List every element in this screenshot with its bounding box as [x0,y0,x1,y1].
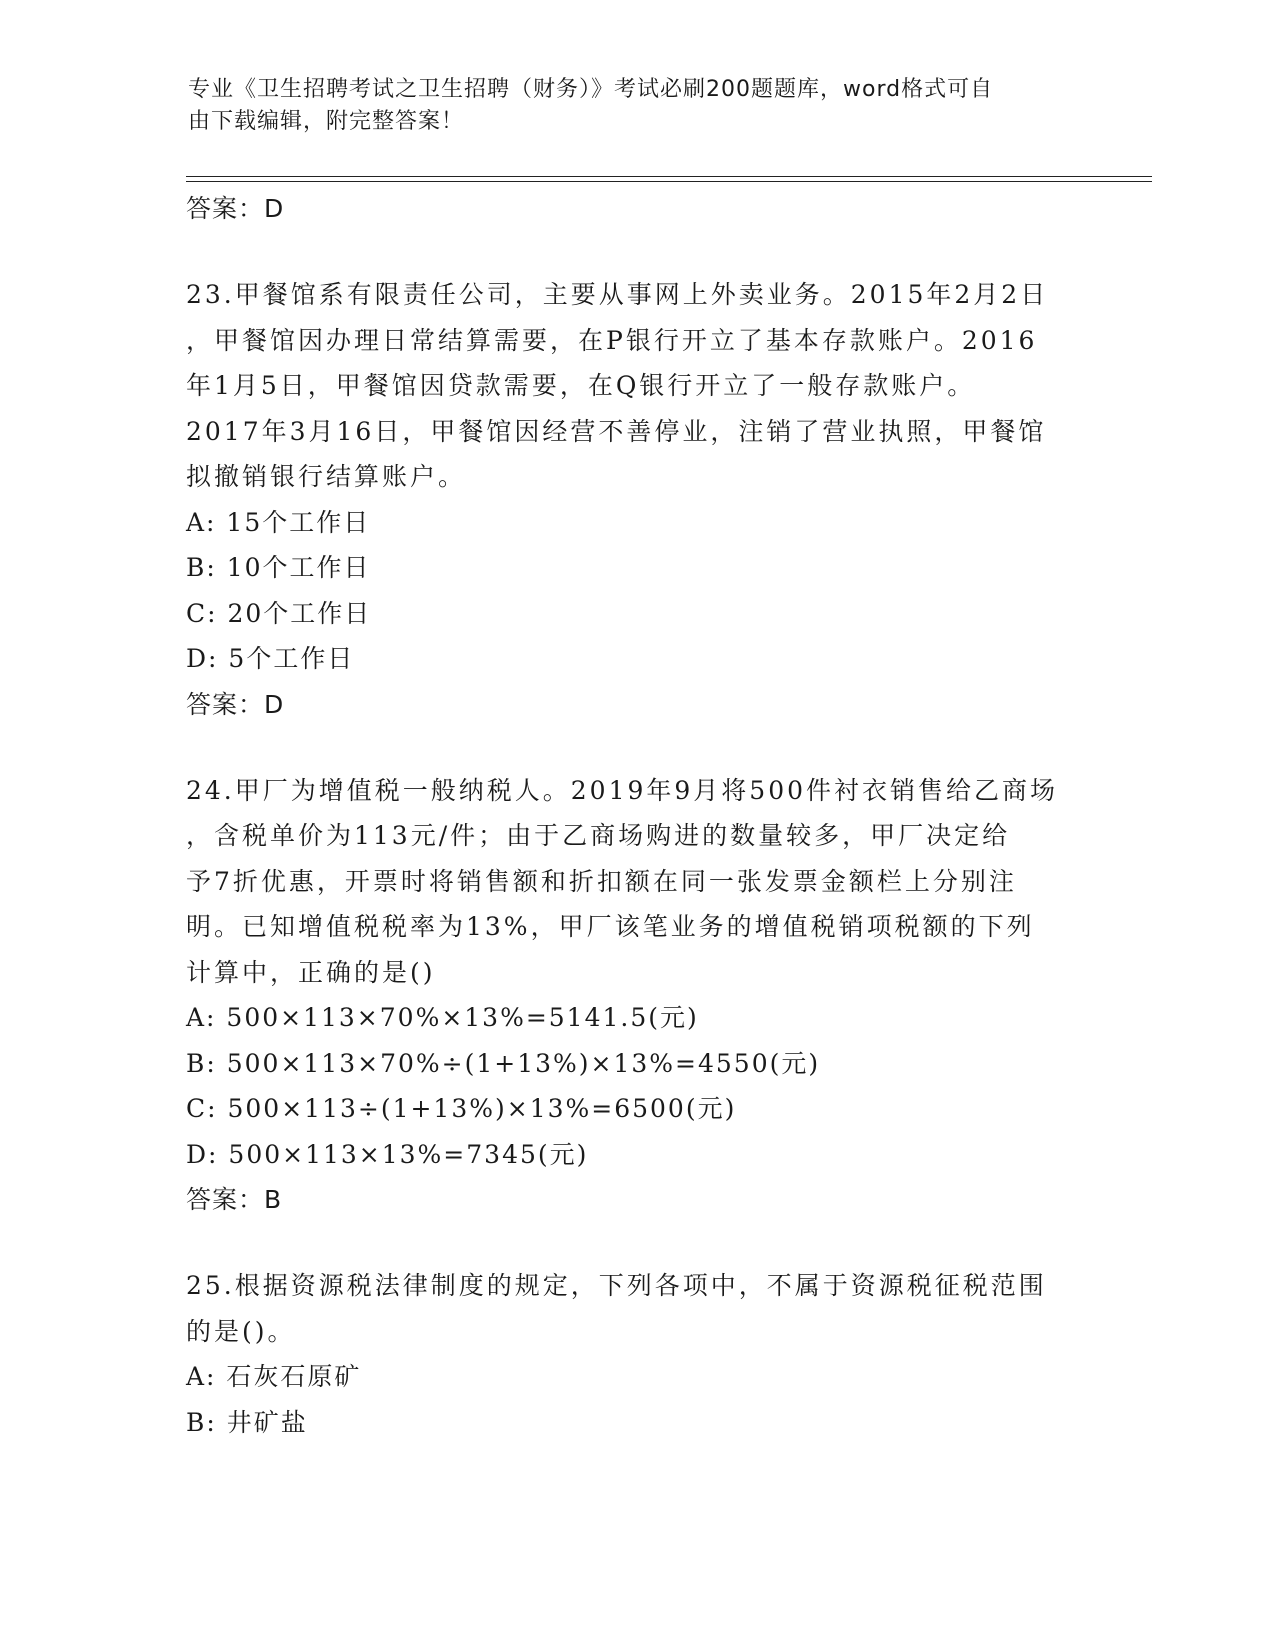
option-a: A: 500×113×70%×13%=5141.5(元) [186,1003,699,1032]
question-line: 的是()。 [186,1316,296,1346]
answer-line: 答案：B [186,1185,283,1214]
question-line: 明。已知增值税税率为13%，甲厂该笔业务的增值税销项税额的下列 [186,912,1035,941]
question-line: 2017年3月16日，甲餐馆因经营不善停业，注销了营业执照，甲餐馆 [186,416,1047,446]
option-c: C: 20个工作日 [186,598,372,628]
answer-line: 答案：D [186,689,285,719]
question-line: 25.根据资源税法律制度的规定，下列各项中，不属于资源税征税范围 [186,1271,1047,1300]
spacer [186,232,1086,272]
question-line: 拟撤销银行结算账户。 [186,462,467,491]
option-d: D: 500×113×13%=7345(元) [186,1139,589,1169]
header-divider-top [186,176,1152,177]
question-text [186,1263,1086,1354]
option-b: B: 井矿盐 [186,1407,308,1437]
option-d: D: 5个工作日 [186,644,355,673]
option-a: A: 15个工作日 [186,507,371,537]
question-line: ，含税单价为113元/件；由于乙商场购进的数量较多，甲厂决定给 [186,821,1011,850]
option-b: B: 10个工作日 [186,553,371,582]
header-line: 专业《卫生招聘考试之卫生招聘（财务）》考试必刷200题题库，word格式可自 [188,77,994,102]
question-line: ，甲餐馆因办理日常结算需要，在P银行开立了基本存款账户。2016 [186,325,1038,355]
question-25 [186,1263,1086,1445]
question-line: 予7折优惠，开票时将销售额和折扣额在同一张发票金额栏上分别注 [186,866,1017,896]
page-header [188,74,1088,138]
question-text [186,272,1086,500]
header-divider-bottom [186,181,1152,182]
question-line: 年1月5日，甲餐馆因贷款需要，在Q银行开立了一般存款账户。 [186,371,976,400]
option-a: A: 石灰石原矿 [186,1362,362,1391]
question-24 [186,768,1086,1224]
option-b: B: 500×113×70%÷(1+13%)×13%=4550(元) [186,1048,821,1078]
document-body [186,186,1086,1445]
question-line: 计算中，正确的是() [186,957,436,987]
header-line: 由下载编辑，附完整答案！ [188,109,465,134]
answer-line: 答案：D [186,194,285,223]
question-line: 23.甲餐馆系有限责任公司，主要从事网上外卖业务。2015年2月2日 [186,280,1049,309]
spacer [186,728,1086,768]
question-line: 24.甲厂为增值税一般纳税人。2019年9月将500件衬衣销售给乙商场 [186,775,1059,805]
option-c: C: 500×113÷(1+13%)×13%=6500(元) [186,1094,737,1123]
spacer [186,1223,1086,1263]
question-23 [186,272,1086,728]
question-text [186,768,1086,996]
